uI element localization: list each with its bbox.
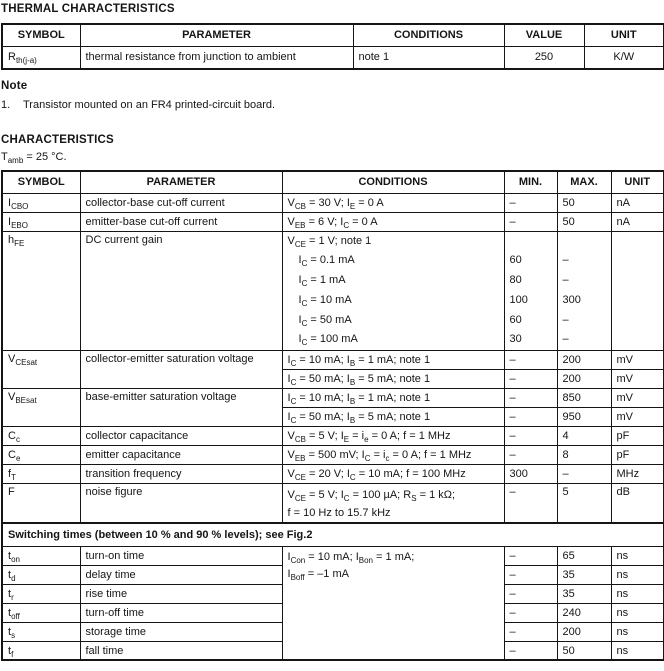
condition-line: $V_{CE} = 5$ V; $I_C = 100$ µA; $R_S = 1$ kΩ; xyxy=(287,489,456,504)
symbol-cell: $I_{EBO}$ xyxy=(2,212,80,231)
char-header-symbol: SYMBOL xyxy=(2,171,80,193)
parameter-cell: transition frequency xyxy=(80,465,282,484)
unit-cell: nA xyxy=(611,212,664,231)
condition-line: $I_C = 100$ mA xyxy=(298,333,358,348)
min-cell: – xyxy=(504,565,557,584)
note-section-title: Note xyxy=(1,80,28,92)
min-cell: – xyxy=(504,546,557,565)
condition-line: $I_C = 10$ mA xyxy=(298,293,352,309)
table-row xyxy=(2,546,664,565)
conditions-cell: $V_{EB} = 6$ V; $I_C = 0$ A xyxy=(282,212,504,231)
conditions-cell: $V_{EB} = 500$ mV; $I_C = i_c = 0$ A; f = 1 MHz xyxy=(282,446,504,465)
unit-cell: ns xyxy=(611,584,664,603)
table-row xyxy=(2,231,664,351)
conditions-cell: $V_{CE} = 20$ V; $I_C = 10$ mA; f = 100 MHz xyxy=(282,465,504,484)
thermal-header-row xyxy=(2,24,664,46)
max-cell: 35 xyxy=(557,565,611,584)
conditions-cell: $I_C = 10$ mA; $I_B = 1$ mA; note 1 xyxy=(282,351,504,370)
max-cell: 50 xyxy=(557,193,611,212)
parameter-cell: emitter capacitance xyxy=(80,446,282,465)
min-cell: – xyxy=(504,622,557,641)
condition-line: $I_{Con} = 10$ mA; $I_{Bon} = 1$ mA; xyxy=(287,550,415,565)
max-cell: 8 xyxy=(557,446,611,465)
char-header-unit: UNIT xyxy=(611,171,664,193)
max-cell: – – 300 – – xyxy=(557,231,611,351)
thermal-header-parameter: PARAMETER xyxy=(80,24,353,46)
table-row xyxy=(2,212,664,231)
unit-cell xyxy=(611,231,664,351)
parameter-cell: delay time xyxy=(80,565,282,584)
unit-cell: ns xyxy=(611,546,664,565)
table-row xyxy=(2,446,664,465)
char-header-parameter: PARAMETER xyxy=(80,171,282,193)
condition-line: $I_C = 0.1$ mA xyxy=(298,254,355,269)
table-row xyxy=(2,389,664,408)
symbol-cell: $t_d$ xyxy=(2,565,80,584)
thermal-header-conditions: CONDITIONS xyxy=(353,24,504,46)
unit-cell: mV xyxy=(611,370,664,389)
parameter-cell: base-emitter saturation voltage xyxy=(80,389,282,427)
thermal-table xyxy=(1,23,664,70)
table-row xyxy=(2,465,664,484)
note-item xyxy=(1,99,664,111)
unit-cell: ns xyxy=(611,603,664,622)
note-number: 1. xyxy=(1,99,11,111)
max-cell: 65 xyxy=(557,546,611,565)
char-header-min: MIN. xyxy=(504,171,557,193)
symbol-cell: $I_{CBO}$ xyxy=(2,193,80,212)
characteristics-header-row xyxy=(2,171,664,193)
unit-cell: MHz xyxy=(611,465,664,484)
min-cell: 60 80 100 60 30 xyxy=(504,231,557,351)
parameter-cell: emitter-base cut-off current xyxy=(80,212,282,231)
table-row xyxy=(2,46,664,69)
parameter-cell: collector-emitter saturation voltage xyxy=(80,351,282,389)
conditions-cell: $I_C = 50$ mA; $I_B = 5$ mA; note 1 xyxy=(282,370,504,389)
condition-line: $I_{Boff} = -1$ mA xyxy=(287,567,349,582)
max-cell: – xyxy=(557,465,611,484)
unit-cell: K/W xyxy=(584,46,664,69)
parameter-cell: DC current gain xyxy=(80,231,282,351)
max-cell: 5 xyxy=(557,484,611,524)
min-cell: 300 xyxy=(504,465,557,484)
parameter-cell: turn-off time xyxy=(80,603,282,622)
max-cell: 200 xyxy=(557,622,611,641)
min-cell: – xyxy=(504,603,557,622)
max-cell: 35 xyxy=(557,584,611,603)
parameter-cell: storage time xyxy=(80,622,282,641)
max-cell: 200 xyxy=(557,370,611,389)
unit-cell: dB xyxy=(611,484,664,524)
table-row xyxy=(2,351,664,370)
characteristics-table xyxy=(1,170,664,661)
max-cell: 850 xyxy=(557,389,611,408)
table-row xyxy=(2,427,664,446)
symbol-cell: $t_{on}$ xyxy=(2,546,80,565)
symbol-cell: $t_s$ xyxy=(2,622,80,641)
char-header-max: MAX. xyxy=(557,171,611,193)
char-header-conditions: CONDITIONS xyxy=(282,171,504,193)
conditions-cell: $V_{CB} = 30$ V; $I_E = 0$ A xyxy=(282,193,504,212)
symbol-cell: $V_{CEsat}$ xyxy=(2,351,80,389)
max-cell: 50 xyxy=(557,641,611,660)
min-cell: – xyxy=(504,584,557,603)
min-cell: – xyxy=(504,370,557,389)
note-text: Transistor mounted on an FR4 printed-circuit board. xyxy=(23,99,276,111)
max-cell: 950 xyxy=(557,408,611,427)
max-cell: 4 xyxy=(557,427,611,446)
max-cell: 200 xyxy=(557,351,611,370)
unit-cell: mV xyxy=(611,389,664,408)
unit-cell: ns xyxy=(611,641,664,660)
parameter-cell: collector-base cut-off current xyxy=(80,193,282,212)
unit-cell: ns xyxy=(611,565,664,584)
unit-cell: nA xyxy=(611,193,664,212)
min-cell: – xyxy=(504,484,557,524)
unit-cell: ns xyxy=(611,622,664,641)
condition-line: $V_{CE} = 1$ V; note 1 xyxy=(287,234,372,249)
symbol-cell: $V_{BEsat}$ xyxy=(2,389,80,427)
min-cell: – xyxy=(504,446,557,465)
symbol-cell: $f_T$ xyxy=(2,465,80,484)
min-cell: – xyxy=(504,408,557,427)
characteristics-section-title: CHARACTERISTICS xyxy=(1,134,114,146)
condition-line: f = 10 Hz to 15.7 kHz xyxy=(287,507,391,520)
max-cell: 50 xyxy=(557,212,611,231)
min-cell: – xyxy=(504,641,557,660)
table-row xyxy=(2,193,664,212)
thermal-section-title: THERMAL CHARACTERISTICS xyxy=(1,3,175,15)
switching-times-section-label: Switching times (between 10 % and 90 % levels); see Fig.2 xyxy=(2,523,664,546)
thermal-header-value: VALUE xyxy=(504,24,584,46)
parameter-cell: rise time xyxy=(80,584,282,603)
min-cell: – xyxy=(504,389,557,408)
min-cell: – xyxy=(504,193,557,212)
parameter-cell: fall time xyxy=(80,641,282,660)
thermal-header-symbol: SYMBOL xyxy=(2,24,80,46)
conditions-cell: $I_C = 10$ mA; $I_B = 1$ mA; note 1 xyxy=(282,389,504,408)
switching-times-section-row xyxy=(2,523,664,546)
unit-cell: mV xyxy=(611,351,664,370)
conditions-cell xyxy=(282,484,504,524)
symbol-cell: $R_{th(j-a)}$ xyxy=(2,46,80,69)
unit-cell: pF xyxy=(611,427,664,446)
parameter-cell: thermal resistance from junction to ambient xyxy=(80,46,353,69)
parameter-cell: noise figure xyxy=(80,484,282,524)
min-cell: – xyxy=(504,212,557,231)
symbol-cell: $t_f$ xyxy=(2,641,80,660)
conditions-cell: $I_C = 50$ mA; $I_B = 5$ mA; note 1 xyxy=(282,408,504,427)
condition-line: $I_C = 50$ mA xyxy=(298,313,352,328)
parameter-cell: collector capacitance xyxy=(80,427,282,446)
symbol-cell: $t_r$ xyxy=(2,584,80,603)
parameter-cell: turn-on time xyxy=(80,546,282,565)
symbol-cell: $C_c$ xyxy=(2,427,80,446)
unit-cell: mV xyxy=(611,408,664,427)
thermal-header-unit: UNIT xyxy=(584,24,664,46)
conditions-cell xyxy=(282,546,504,660)
symbol-cell: $h_{FE}$ xyxy=(2,231,80,351)
ambient-temperature-line: $T_{amb} = 25$ °C. xyxy=(1,151,67,166)
unit-cell: pF xyxy=(611,446,664,465)
conditions-cell: note 1 xyxy=(353,46,504,69)
condition-line: $I_C = 1$ mA xyxy=(298,274,346,289)
symbol-cell: F xyxy=(2,484,80,524)
conditions-cell: $V_{CB} = 5$ V; $I_E = i_e = 0$ A; f = 1 MHz xyxy=(282,427,504,446)
min-cell: – xyxy=(504,427,557,446)
conditions-cell xyxy=(282,231,504,351)
table-row xyxy=(2,484,664,524)
min-cell: – xyxy=(504,351,557,370)
symbol-cell: $C_e$ xyxy=(2,446,80,465)
value-cell: 250 xyxy=(504,46,584,69)
symbol-cell: $t_{off}$ xyxy=(2,603,80,622)
max-cell: 240 xyxy=(557,603,611,622)
